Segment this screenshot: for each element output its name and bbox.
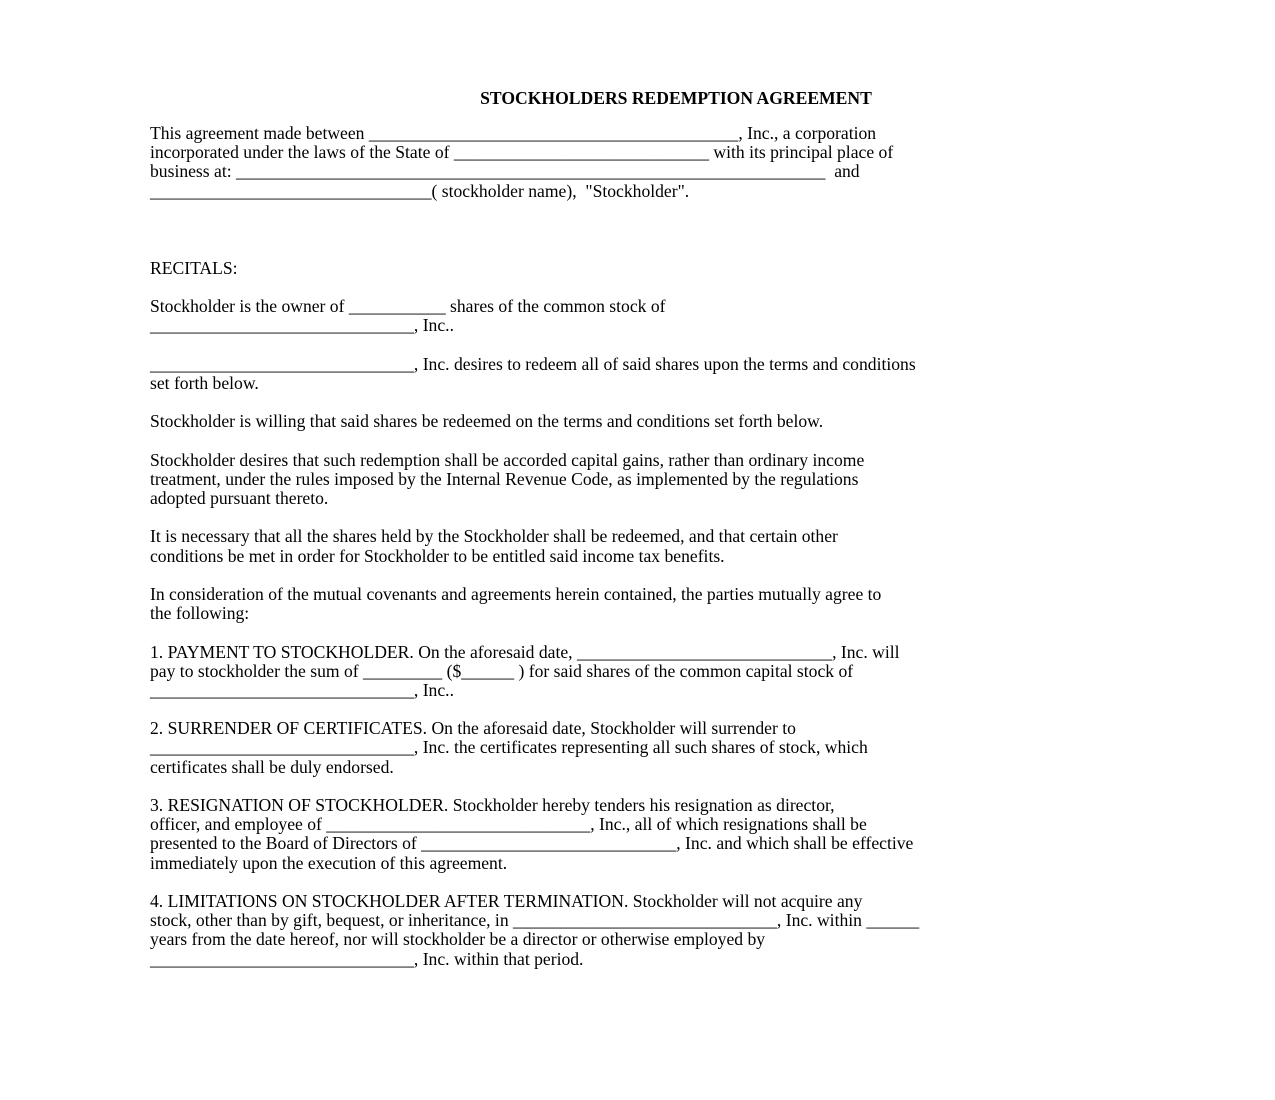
intro-paragraph [150,124,1202,201]
recital-line: the following: [150,603,250,624]
recital-paragraph [150,585,1202,623]
intro-line: business at: ___________________________________________________________________ and [150,161,860,182]
section-resignation [150,796,1202,873]
recital-line: ______________________________, Inc.. [150,315,454,336]
recital-line: Stockholder is willing that said shares be redeemed on the terms and conditions set forth below. [150,411,824,432]
recital-paragraph [150,527,1202,565]
section-line: years from the date hereof, nor will stockholder be a director or otherwise employed by [150,929,766,950]
recital-line: treatment, under the rules imposed by the Internal Revenue Code, as implemented by the regulations [150,468,859,489]
recital-line: In consideration of the mutual covenants and agreements herein contained, the parties mutually agree to [150,583,882,604]
section-payment [150,643,1202,701]
document-title: STOCKHOLDERS REDEMPTION AGREEMENT [480,88,872,108]
section-line: 2. SURRENDER OF CERTIFICATES. On the aforesaid date, Stockholder will surrender to [150,718,796,739]
document-page [150,86,1202,969]
section-line: immediately upon the execution of this agreement. [150,852,508,873]
recital-paragraph [150,297,1202,335]
recital-line: ______________________________, Inc. desires to redeem all of said shares upon the terms and conditions [150,353,916,374]
recital-paragraph [150,412,1202,431]
recital-paragraph [150,451,1202,509]
section-line: 1. PAYMENT TO STOCKHOLDER. On the aforesaid date, _____________________________, Inc. will [150,641,900,662]
section-line: ______________________________, Inc. the certificates representing all such shares of stock, which [150,737,868,758]
section-surrender [150,719,1202,777]
intro-line: incorporated under the laws of the State of _____________________________ with its principal place of [150,142,894,163]
section-line: pay to stockholder the sum of _________ ($______ ) for said shares of the common capital stock of [150,660,854,681]
recital-paragraph [150,355,1202,393]
section-limitations [150,892,1202,969]
section-line: 4. LIMITATIONS ON STOCKHOLDER AFTER TERMINATION. Stockholder will not acquire any [150,890,863,911]
section-line: presented to the Board of Directors of _____________________________, Inc. and which shall be effective [150,833,914,854]
recitals-heading: RECITALS: [150,257,238,278]
intro-line: This agreement made between __________________________________________, Inc., a corporation [150,123,877,143]
recital-line: Stockholder is the owner of ___________ shares of the common stock of [150,296,666,317]
section-line: ______________________________, Inc. within that period. [150,948,584,969]
section-line: stock, other than by gift, bequest, or inheritance, in ______________________________, Inc. within ______ [150,910,920,931]
recital-line: conditions be met in order for Stockholder to be entitled said income tax benefits. [150,545,725,566]
section-line: certificates shall be duly endorsed. [150,756,394,777]
recital-line: Stockholder desires that such redemption shall be accorded capital gains, rather than ordinary income [150,449,865,470]
recital-line: adopted pursuant thereto. [150,488,329,508]
intro-line: ________________________________( stockholder name), "Stockholder". [150,180,690,201]
section-line: 3. RESIGNATION OF STOCKHOLDER. Stockholder hereby tenders his resignation as director, [150,795,835,815]
recital-line: set forth below. [150,372,259,393]
section-line: ______________________________, Inc.. [150,679,454,700]
recital-line: It is necessary that all the shares held by the Stockholder shall be redeemed, and that certain other [150,526,838,547]
section-line: officer, and employee of ______________________________, Inc., all of which resignations shall be [150,814,867,835]
